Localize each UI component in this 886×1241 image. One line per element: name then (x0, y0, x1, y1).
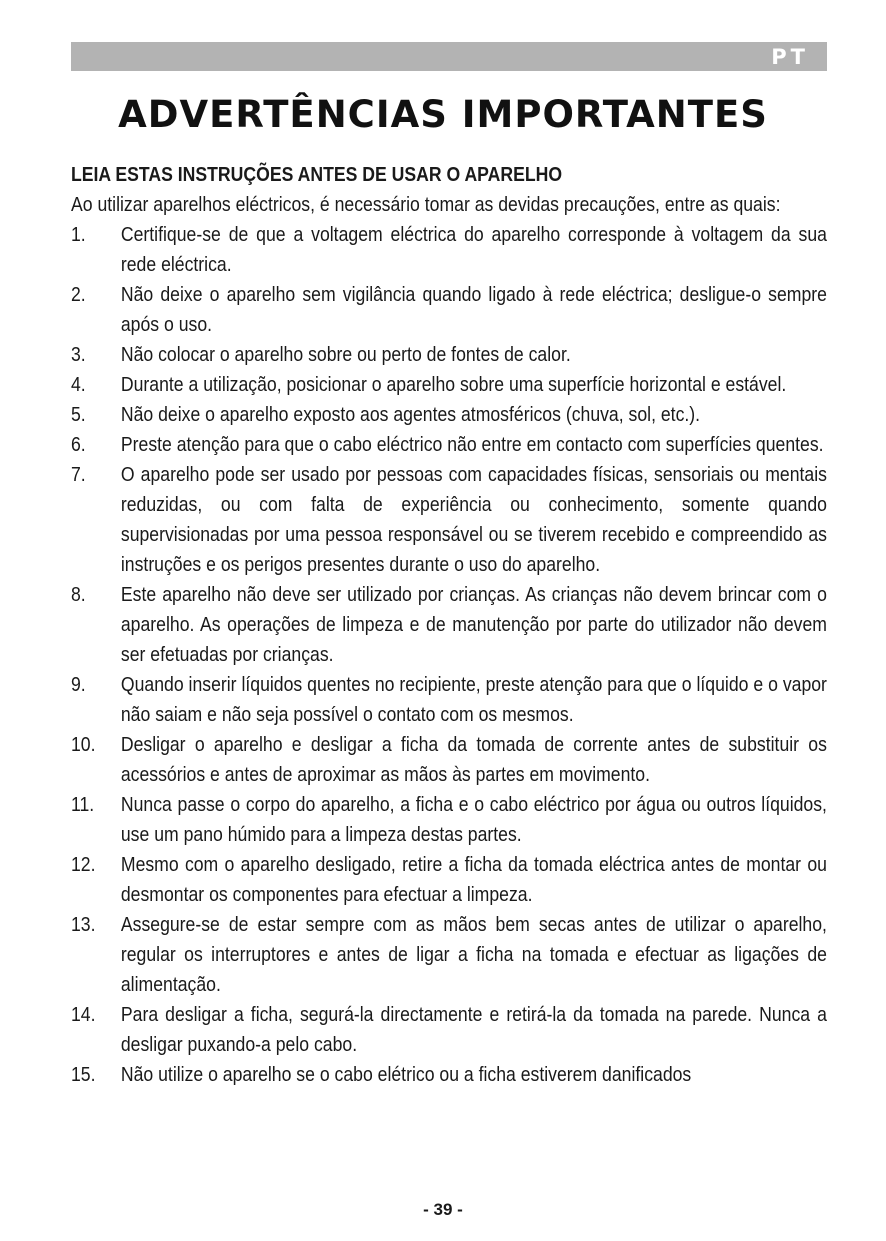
list-item-text: Durante a utilização, posicionar o aparelho sobre uma superfície horizontal e estável. (120, 373, 787, 396)
list-item-number: 2. (71, 283, 86, 306)
list-item-number: 10. (71, 733, 96, 756)
language-code: PT (771, 45, 809, 69)
page-number: - 39 - (423, 1200, 463, 1219)
list-item-text: Não deixe o aparelho sem vigilância quando ligado à rede eléctrica; desligue-o sempre após o uso. (120, 283, 827, 336)
list-item (71, 730, 827, 790)
list-item (71, 220, 827, 280)
page-title: ADVERTÊNCIAS IMPORTANTES (118, 93, 768, 136)
warnings-list (71, 220, 827, 1090)
list-item-number: 4. (71, 373, 86, 396)
intro-paragraph: Ao utilizar aparelhos eléctricos, é necessário tomar as devidas precauções, entre as quais: (71, 193, 781, 216)
list-item-number: 1. (71, 223, 86, 246)
list-item (71, 370, 827, 400)
list-item-number: 3. (71, 343, 86, 366)
list-item-number: 9. (71, 673, 86, 696)
list-item-text: Assegure-se de estar sempre com as mãos bem secas antes de utilizar o aparelho, regular os interruptores e antes de ligar a ficha na tomada e efectuar as ligações de alimentação. (120, 913, 827, 996)
list-item (71, 400, 827, 430)
list-item-text: Para desligar a ficha, segurá-la directamente e retirá-la da tomada na parede. Nunca a desligar puxando-a pelo cabo. (120, 1003, 827, 1056)
list-item-text: Desligar o aparelho e desligar a ficha da tomada de corrente antes de substituir os acessórios e antes de aproximar as mãos às partes em movimento. (120, 733, 827, 786)
list-item-text: Quando inserir líquidos quentes no recipiente, preste atenção para que o líquido e o vapor não saiam e não seja possível o contato com os mesmos. (120, 673, 827, 726)
list-item-number: 12. (71, 853, 96, 876)
list-item (71, 670, 827, 730)
list-item-text: Não deixe o aparelho exposto aos agentes atmosféricos (chuva, sol, etc.). (120, 403, 701, 426)
list-item (71, 340, 827, 370)
language-header-bar (71, 42, 827, 71)
list-item (71, 430, 827, 460)
list-item-text: Preste atenção para que o cabo eléctrico não entre em contacto com superfícies quentes. (120, 433, 824, 456)
list-item (71, 910, 827, 1000)
list-item-number: 13. (71, 913, 96, 936)
list-item (71, 580, 827, 670)
list-item-number: 7. (71, 463, 86, 486)
list-item-number: 11. (71, 793, 95, 816)
list-item-number: 15. (71, 1063, 96, 1086)
list-item-text: Não colocar o aparelho sobre ou perto de fontes de calor. (120, 343, 571, 366)
list-item (71, 1060, 827, 1090)
list-item-number: 6. (71, 433, 86, 456)
list-item (71, 1000, 827, 1060)
list-item-text: O aparelho pode ser usado por pessoas com capacidades físicas, sensoriais ou mentais reduzidas, ou com falta de experiência ou conhecimento, somente quando supervisionadas por uma pessoa responsável ou se tiverem recebido e compreendido as instruções e os perigos presentes durante o uso do aparelho. (120, 463, 827, 576)
list-item-number: 8. (71, 583, 86, 606)
list-item (71, 790, 827, 850)
list-item-text: Este aparelho não deve ser utilizado por crianças. As crianças não devem brincar com o aparelho. As operações de limpeza e de manutenção por parte do utilizador não devem ser efetuadas por crianças. (120, 583, 827, 666)
list-item-text: Nunca passe o corpo do aparelho, a ficha e o cabo eléctrico por água ou outros líquidos, use um pano húmido para a limpeza destas partes. (120, 793, 827, 846)
list-item (71, 850, 827, 910)
section-subtitle: LEIA ESTAS INSTRUÇÕES ANTES DE USAR O APARELHO (71, 163, 563, 186)
list-item (71, 280, 827, 340)
document-body (71, 160, 827, 1090)
list-item (71, 460, 827, 580)
list-item-number: 5. (71, 403, 86, 426)
list-item-text: Certifique-se de que a voltagem eléctrica do aparelho corresponde à voltagem da sua rede eléctrica. (120, 223, 827, 276)
list-item-text: Não utilize o aparelho se o cabo elétrico ou a ficha estiverem danificados (120, 1063, 692, 1086)
list-item-number: 14. (71, 1003, 96, 1026)
list-item-text: Mesmo com o aparelho desligado, retire a ficha da tomada eléctrica antes de montar ou desmontar os componentes para efectuar a limpeza. (120, 853, 827, 906)
